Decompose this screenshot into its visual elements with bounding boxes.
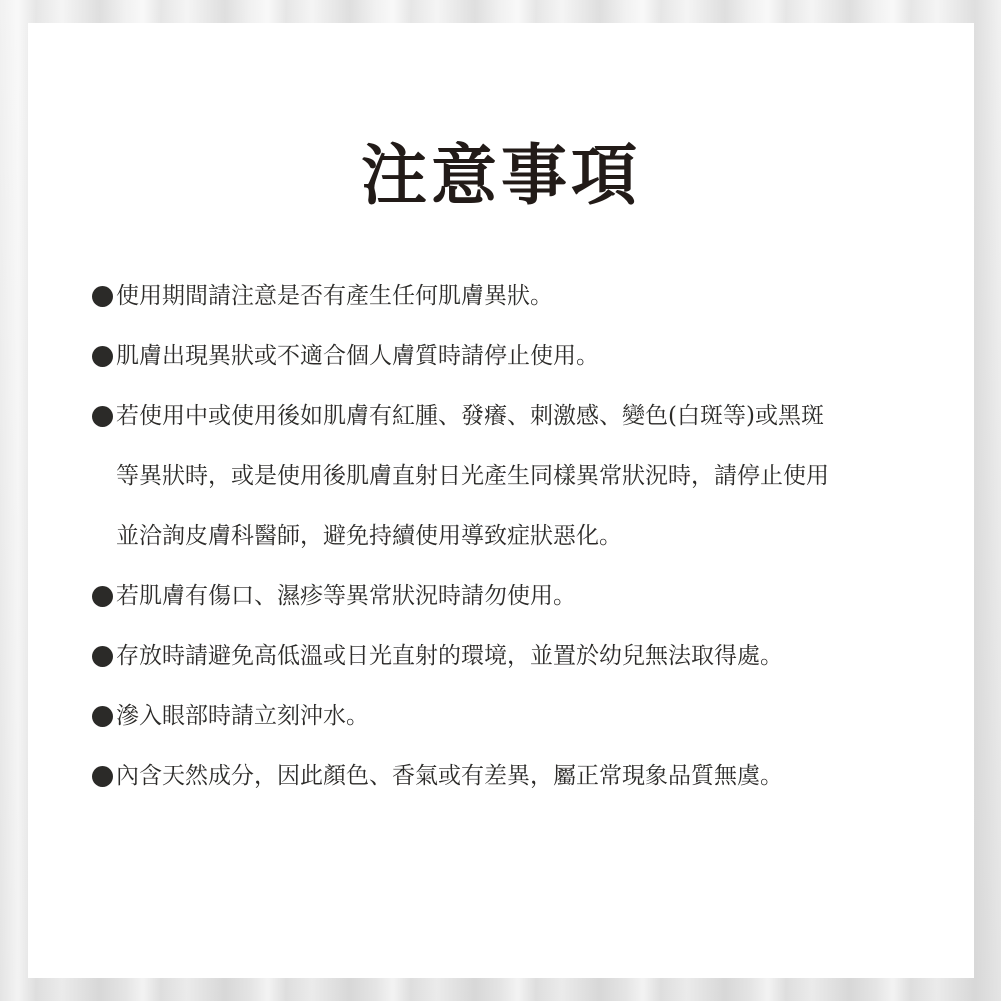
- bullet-dot-icon: [92, 286, 113, 307]
- list-item-line: 內含天然成分，因此顏色、香氣或有差異，屬正常現象品質無虞。: [116, 763, 783, 789]
- page-title: 注意事項: [361, 136, 641, 214]
- bullet-dot-icon: [92, 346, 113, 367]
- notice-list: [92, 266, 932, 806]
- list-item-line: 肌膚出現異狀或不適合個人膚質時請停止使用。: [116, 343, 599, 369]
- list-item-line: 存放時請避免高低溫或日光直射的環境，並置於幼兒無法取得處。: [116, 643, 783, 669]
- bullet-dot-icon: [92, 406, 113, 427]
- list-item-text: [116, 746, 783, 806]
- list-item-line: 使用期間請注意是否有產生任何肌膚異狀。: [116, 283, 553, 309]
- list-item: [92, 566, 932, 626]
- list-item-text: [116, 386, 829, 566]
- bullet-dot-icon: [92, 706, 113, 727]
- list-item-line: 若使用中或使用後如肌膚有紅腫、發癢、刺激感、變色(白斑等)或黑斑: [116, 403, 824, 429]
- bullet-dot-icon: [92, 766, 113, 787]
- list-item-line: 並洽詢皮膚科醫師，避免持續使用導致症狀惡化。: [116, 523, 622, 549]
- list-item-text: [116, 266, 553, 326]
- list-item-text: [116, 566, 576, 626]
- list-item-text: [116, 326, 599, 386]
- list-item-text: [116, 686, 369, 746]
- list-item: [92, 746, 932, 806]
- list-item: [92, 386, 932, 566]
- list-item: [92, 626, 932, 686]
- list-item-text: [116, 626, 783, 686]
- bullet-dot-icon: [92, 646, 113, 667]
- list-item: [92, 266, 932, 326]
- list-item: [92, 686, 932, 746]
- bullet-dot-icon: [92, 586, 113, 607]
- list-item-line: 若肌膚有傷口、濕疹等異常狀況時請勿使用。: [116, 583, 576, 609]
- list-item-line: 滲入眼部時請立刻沖水。: [116, 703, 369, 729]
- list-item: [92, 326, 932, 386]
- list-item-line: 等異狀時，或是使用後肌膚直射日光產生同樣異常狀況時，請停止使用: [116, 463, 829, 489]
- notice-card: [28, 23, 974, 978]
